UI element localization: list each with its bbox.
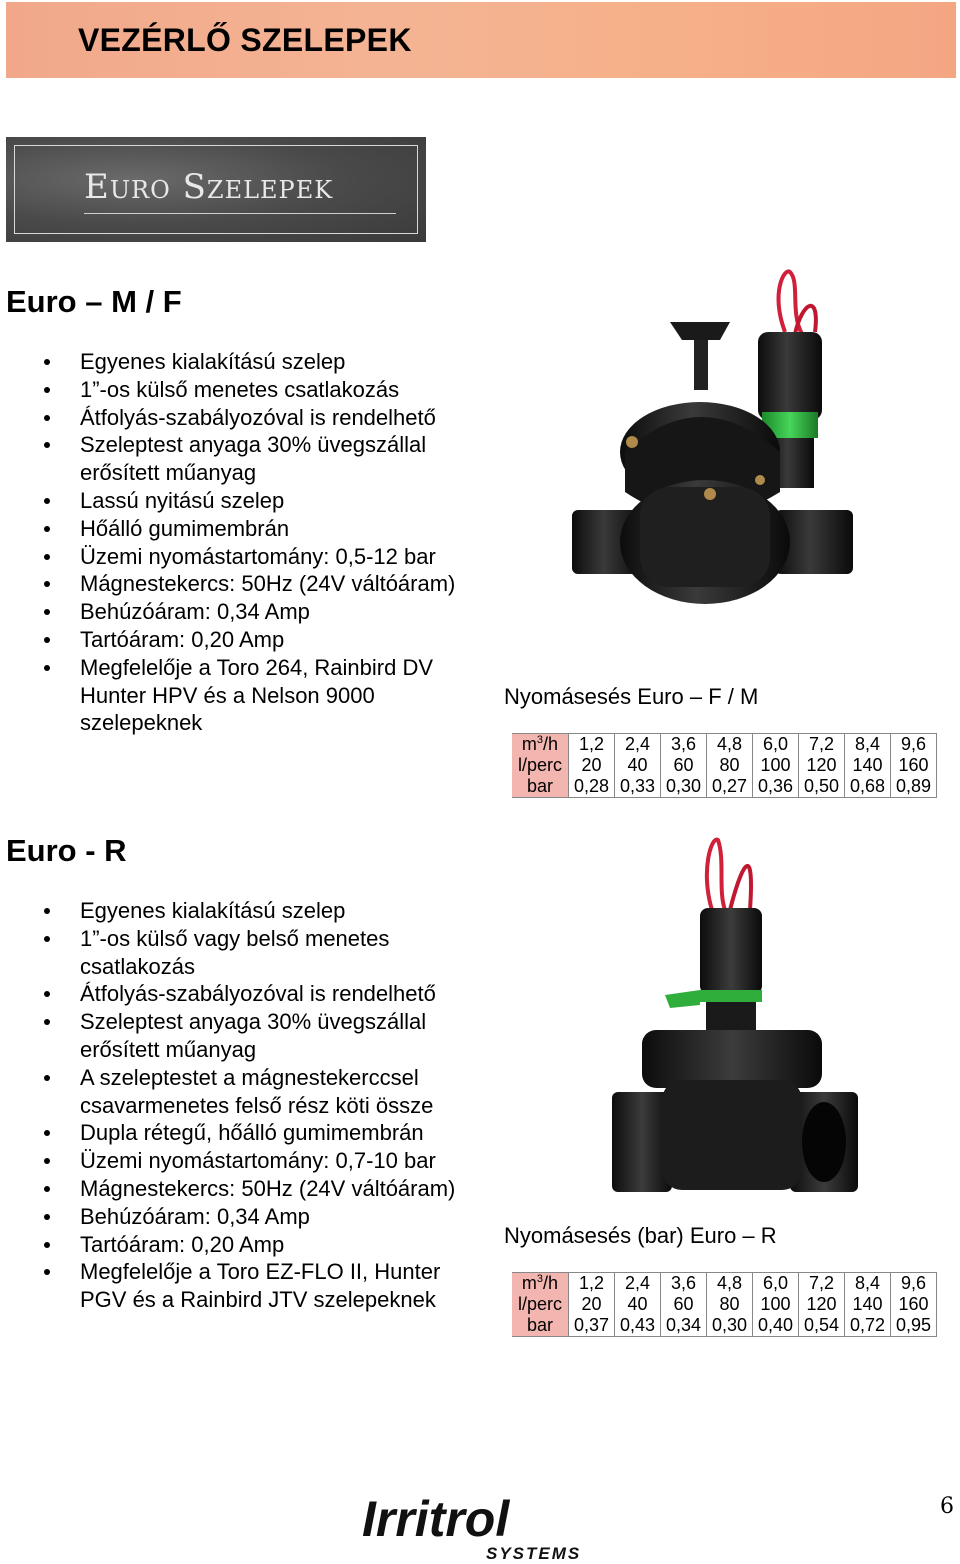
list-item: Megfelelője a Toro 264, Rainbird DV Hunter HPV és a Nelson 9000 szelepeknek bbox=[42, 654, 470, 737]
table-cell: 0,68 bbox=[845, 776, 891, 798]
list-item: 1”-os külső menetes csatlakozás bbox=[42, 376, 482, 404]
table-cell: 4,8 bbox=[707, 734, 753, 756]
table-cell: 2,4 bbox=[615, 1273, 661, 1295]
list-item: Megfelelője a Toro EZ-FLO II, Hunter PGV és a Rainbird JTV szelepeknek bbox=[42, 1258, 480, 1314]
page-number: 6 bbox=[940, 1494, 954, 1519]
table-cell: 20 bbox=[569, 1294, 615, 1315]
table-cell: 120 bbox=[799, 1294, 845, 1315]
table-cell: 4,8 bbox=[707, 1273, 753, 1295]
header-band bbox=[6, 2, 956, 78]
table-cell: 0,33 bbox=[615, 776, 661, 798]
table-row-bar bbox=[512, 776, 937, 798]
table-cell: 60 bbox=[661, 755, 707, 776]
feature-list-euro-r bbox=[42, 897, 482, 1314]
table-cell: 3,6 bbox=[661, 734, 707, 756]
table-cell: 7,2 bbox=[799, 734, 845, 756]
pressure-loss-caption-euro-r: Nyomásesés (bar) Euro – R bbox=[504, 1223, 777, 1248]
banner-title: Euro Szelepek bbox=[84, 167, 334, 207]
table-cell: 80 bbox=[707, 755, 753, 776]
table-cell: 120 bbox=[799, 755, 845, 776]
table-cell: 9,6 bbox=[891, 734, 937, 756]
row-label-m3h: $m^3/h$ bbox=[512, 1273, 569, 1295]
pressure-loss-table-euro-r bbox=[512, 1272, 937, 1337]
list-item: Szeleptest anyaga 30% üvegszállal erősített műanyag bbox=[42, 1008, 450, 1064]
euro-mf-valve-image bbox=[570, 262, 860, 622]
list-item: Átfolyás-szabályozóval is rendelhető bbox=[42, 980, 482, 1008]
table-cell: 1,2 bbox=[569, 734, 615, 756]
table-cell: 6,0 bbox=[753, 1273, 799, 1295]
table-cell: 7,2 bbox=[799, 1273, 845, 1295]
table-cell: 0,95 bbox=[891, 1315, 937, 1337]
table-cell: 3,6 bbox=[661, 1273, 707, 1295]
list-item: Átfolyás-szabályozóval is rendelhető bbox=[42, 404, 482, 432]
table-cell: 0,54 bbox=[799, 1315, 845, 1337]
list-item: Egyenes kialakítású szelep bbox=[42, 348, 482, 376]
table-cell: 40 bbox=[615, 1294, 661, 1315]
table-cell: 0,72 bbox=[845, 1315, 891, 1337]
list-item: Üzemi nyomástartomány: 0,7-10 bar bbox=[42, 1147, 482, 1175]
table-cell: 100 bbox=[753, 1294, 799, 1315]
section-title-euro-r: Euro - R bbox=[6, 833, 127, 868]
row-label-m3h: $m^3/h$ bbox=[512, 734, 569, 756]
table-row-m3h bbox=[512, 734, 937, 756]
irritrol-logo bbox=[358, 1488, 582, 1563]
table-cell: 140 bbox=[845, 755, 891, 776]
row-label-bar: bar bbox=[512, 776, 569, 798]
list-item: Tartóáram: 0,20 Amp bbox=[42, 626, 482, 654]
section-title-euro-mf: Euro – M / F bbox=[6, 284, 182, 319]
list-item: Üzemi nyomástartomány: 0,5-12 bar bbox=[42, 543, 482, 571]
row-label-bar: bar bbox=[512, 1315, 569, 1337]
table-cell: 2,4 bbox=[615, 734, 661, 756]
page-title: VEZÉRLŐ SZELEPEK bbox=[78, 22, 412, 58]
logo-wordmark: Irritrol bbox=[362, 1491, 510, 1547]
list-item: Dupla rétegű, hőálló gumimembrán bbox=[42, 1119, 482, 1147]
table-cell: 0,40 bbox=[753, 1315, 799, 1337]
table-row-m3h bbox=[512, 1273, 937, 1295]
list-item: Hőálló gumimembrán bbox=[42, 515, 482, 543]
list-item: Egyenes kialakítású szelep bbox=[42, 897, 482, 925]
list-item: Tartóáram: 0,20 Amp bbox=[42, 1231, 482, 1259]
table-cell: 6,0 bbox=[753, 734, 799, 756]
list-item: A szeleptestet a mágnestekerccsel csavarmenetes felső rész köti össze bbox=[42, 1064, 460, 1120]
feature-list-euro-mf bbox=[42, 348, 482, 737]
euro-r-valve-image bbox=[600, 830, 870, 1205]
table-cell: 0,34 bbox=[661, 1315, 707, 1337]
table-cell: 20 bbox=[569, 755, 615, 776]
list-item: Lassú nyitású szelep bbox=[42, 487, 482, 515]
table-cell: 0,50 bbox=[799, 776, 845, 798]
euro-szelepek-banner bbox=[6, 137, 426, 242]
logo-subtext: SYSTEMS bbox=[486, 1544, 582, 1563]
list-item: Mágnestekercs: 50Hz (24V váltóáram) bbox=[42, 570, 482, 598]
table-cell: 40 bbox=[615, 755, 661, 776]
row-label-lperc: l/perc bbox=[512, 755, 569, 776]
table-cell: 140 bbox=[845, 1294, 891, 1315]
table-row-lperc bbox=[512, 1294, 937, 1315]
table-cell: 1,2 bbox=[569, 1273, 615, 1295]
banner-rule bbox=[84, 213, 396, 214]
table-cell: 0,27 bbox=[707, 776, 753, 798]
table-cell: 8,4 bbox=[845, 734, 891, 756]
list-item: Mágnestekercs: 50Hz (24V váltóáram) bbox=[42, 1175, 482, 1203]
list-item: 1”-os külső vagy belső menetes csatlakozás bbox=[42, 925, 420, 981]
table-cell: 0,37 bbox=[569, 1315, 615, 1337]
table-cell: 9,6 bbox=[891, 1273, 937, 1295]
table-row-lperc bbox=[512, 755, 937, 776]
table-cell: 160 bbox=[891, 1294, 937, 1315]
pressure-loss-table-euro-mf bbox=[512, 733, 937, 798]
table-cell: 0,36 bbox=[753, 776, 799, 798]
table-cell: 0,30 bbox=[707, 1315, 753, 1337]
table-row-bar bbox=[512, 1315, 937, 1337]
list-item: Behúzóáram: 0,34 Amp bbox=[42, 1203, 482, 1231]
table-cell: 160 bbox=[891, 755, 937, 776]
row-label-lperc: l/perc bbox=[512, 1294, 569, 1315]
table-cell: 60 bbox=[661, 1294, 707, 1315]
table-cell: 0,89 bbox=[891, 776, 937, 798]
table-cell: 0,43 bbox=[615, 1315, 661, 1337]
table-cell: 80 bbox=[707, 1294, 753, 1315]
table-cell: 100 bbox=[753, 755, 799, 776]
list-item: Szeleptest anyaga 30% üvegszállal erősített műanyag bbox=[42, 431, 450, 487]
list-item: Behúzóáram: 0,34 Amp bbox=[42, 598, 482, 626]
table-cell: 0,30 bbox=[661, 776, 707, 798]
pressure-loss-caption-euro-mf: Nyomásesés Euro – F / M bbox=[504, 684, 759, 709]
table-cell: 8,4 bbox=[845, 1273, 891, 1295]
table-cell: 0,28 bbox=[569, 776, 615, 798]
